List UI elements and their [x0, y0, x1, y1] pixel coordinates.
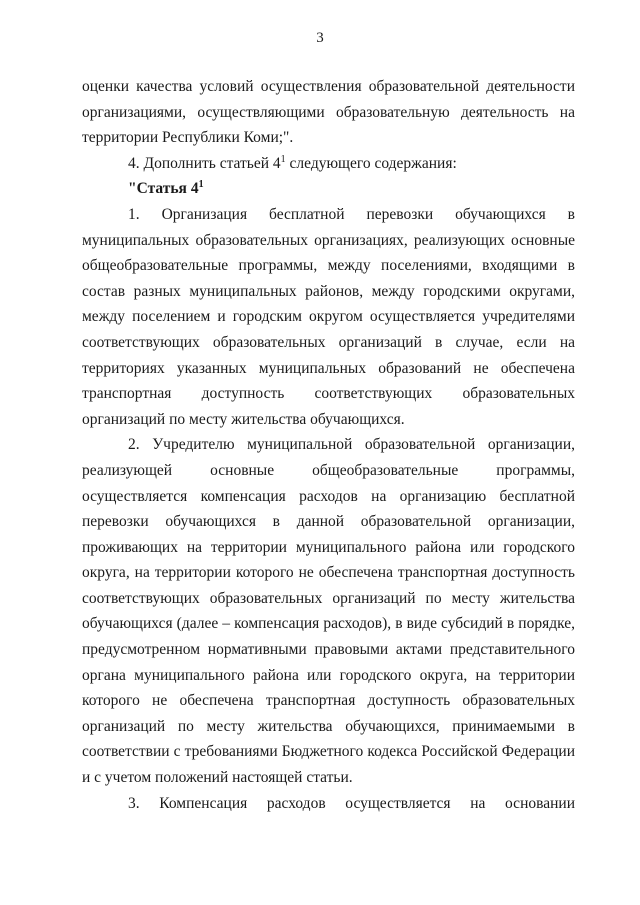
article-title-text: "Статья 4	[128, 180, 199, 198]
amendment-text-start: 4. Дополнить статьей 4	[128, 154, 281, 172]
page-number: 3	[316, 30, 324, 46]
amendment-superscript: 1	[280, 153, 286, 165]
amendment-text-end: следующего содержания:	[285, 154, 457, 172]
paragraph-amendment-4	[82, 151, 575, 177]
paragraph-continuation: оценки качества условий осуществления образовательной деятельности организациями, осуществляющими образовательную деятельность на территории Республики Коми;".	[82, 78, 575, 147]
article-title	[82, 176, 575, 202]
article-title-superscript: 1	[198, 179, 204, 191]
paragraph-item-2: 2. Учредителю муниципальной образовательной организации, реализующей основные общеобразовательные программы, осуществляется компенсация расходов на организацию бесплатной перевозки обучающихся в данной образовательной организации, проживающих на территории муниципального района или городского округа, на территории которого не обеспечена транспортная доступность соответствующих образовательных организаций по месту жительства обучающихся (далее – компенсация расходов), в виде субсидий в порядке, предусмотренном нормативными правовыми актами представительного органа муниципального района или городского округа, на территории которого не обеспечена транспортная доступность образовательных организаций по месту жительства обучающихся, принимаемыми в соответствии с требованиями Бюджетного кодекса Российской Федерации и с учетом положений настоящей статьи.	[82, 436, 575, 787]
document-body	[82, 74, 575, 816]
paragraph-item-1: 1. Организация бесплатной перевозки обучающихся в муниципальных образовательных организациях, реализующих основные общеобразовательные программы, между поселениями, входящими в состав разных муниципальных районов, между городскими округами, между поселением и городским округом осуществляется учредителями соответствующих образовательных организаций в случае, если на территориях указанных муниципальных образований не обеспечена транспортная доступность соответствующих образовательных организаций по месту жительства обучающихся.	[82, 205, 575, 428]
paragraph-item-3: 3. Компенсация расходов осуществляется на основании	[128, 794, 575, 812]
